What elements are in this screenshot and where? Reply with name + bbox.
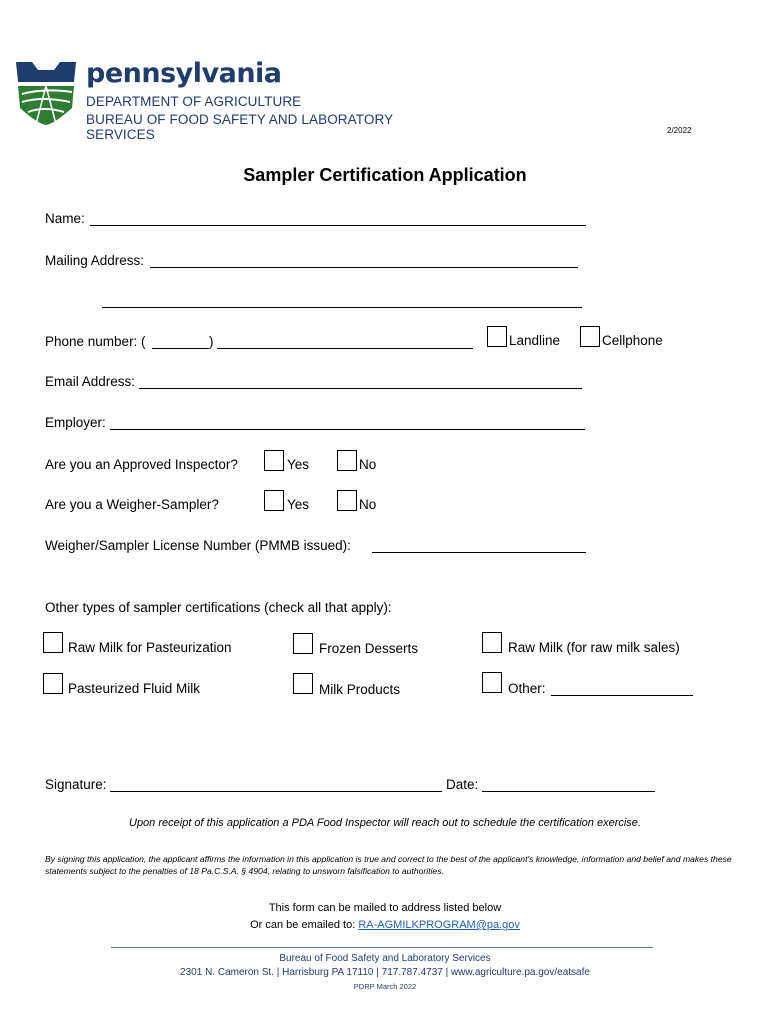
weigher-yes-checkbox[interactable] [264,490,284,511]
cert-milk-products-checkbox[interactable] [293,673,313,694]
license-label: Weigher/Sampler License Number (PMMB issued): [45,538,351,553]
other-types-label: Other types of sampler certifications (check all that apply): [45,600,392,615]
inspector-question: Are you an Approved Inspector? [45,457,238,472]
mailing-address-label: Mailing Address: [45,253,145,268]
phone-area-code-field[interactable] [152,348,209,349]
email-instructions-prefix: Or can be emailed to: [250,919,356,931]
landline-checkbox[interactable] [487,326,507,347]
footer-divider [111,947,653,948]
keystone-fields-icon [14,60,78,126]
cert-pasteurized-fluid-milk-checkbox[interactable] [43,673,63,694]
employer-field[interactable] [110,429,585,430]
cert-raw-milk-pasteurization-label: Raw Milk for Pasteurization [68,640,232,655]
mailing-address-field-2[interactable] [102,307,582,308]
cert-other-field[interactable] [551,695,693,696]
name-field[interactable] [90,225,586,226]
inspector-yes-label: Yes [287,457,310,472]
license-number-field[interactable] [372,552,586,553]
weigher-question: Are you a Weigher-Sampler? [45,497,219,512]
footer-bureau: Bureau of Food Safety and Laboratory Services [279,953,491,964]
weigher-no-label: No [359,497,377,512]
email-field[interactable] [139,388,582,389]
weigher-yes-label: Yes [287,497,310,512]
weigher-no-checkbox[interactable] [337,490,357,511]
receipt-note: Upon receipt of this application a PDA Food Inspector will reach out to schedule the certification exercise. [129,817,641,829]
affirmation-statement: By signing this application, the applicant affirms the information in this application is true and correct to the best of the applicant's knowledge, information and belief and makes these statements subject to the penalties of 18 Pa.C.S.A. § 4904, relating to unsworn falsification to authorities. [45,854,732,876]
phone-label: Phone number: ( [45,334,146,349]
cert-milk-products-label: Milk Products [319,682,401,697]
cert-raw-milk-pasteurization-checkbox[interactable] [43,632,63,653]
cert-raw-milk-sales-label: Raw Milk (for raw milk sales) [508,640,680,655]
inspector-no-checkbox[interactable] [337,450,357,471]
mailing-address-field[interactable] [150,267,578,268]
email-instructions [0,919,770,931]
mail-instructions: This form can be mailed to address listed below [268,902,502,914]
inspector-yes-checkbox[interactable] [264,450,284,471]
pa-agriculture-logo [14,58,454,142]
email-label: Email Address: [45,374,136,389]
cellphone-checkbox[interactable] [580,326,600,347]
program-email-link[interactable]: RA-AGMILKPROGRAM@pa.gov [358,919,520,931]
footer-address: 2301 N. Cameron St. | Harrisburg PA 17110 | 717.787.4737 | www.agriculture.pa.gov/eatsafe [180,967,590,978]
signature-label: Signature: [45,777,107,792]
form-date: 2/2022 [667,126,692,135]
cellphone-label: Cellphone [602,333,663,348]
cert-frozen-desserts-label: Frozen Desserts [319,641,419,656]
logo-bureau: BUREAU OF FOOD SAFETY AND LABORATORY SERVICES [86,112,393,142]
date-label: Date: [446,777,479,792]
logo-wordmark: pennsylvania [86,58,282,89]
inspector-no-label: No [359,457,377,472]
landline-label: Landline [509,333,561,348]
phone-number-field[interactable] [217,348,473,349]
signature-field[interactable] [110,791,442,792]
page-title: Sampler Certification Application [243,165,527,185]
phone-paren: ) [209,334,214,349]
employer-label: Employer: [45,415,106,430]
cert-other-label: Other: [508,681,546,696]
logo-department: DEPARTMENT OF AGRICULTURE [86,94,302,109]
cert-frozen-desserts-checkbox[interactable] [293,633,313,654]
cert-pasteurized-fluid-milk-label: Pasteurized Fluid Milk [68,681,201,696]
cert-raw-milk-sales-checkbox[interactable] [482,632,502,653]
name-label: Name: [45,211,85,226]
cert-other-checkbox[interactable] [482,672,502,693]
footer-form-code: PDRP March 2022 [353,982,417,991]
date-field[interactable] [482,791,655,792]
